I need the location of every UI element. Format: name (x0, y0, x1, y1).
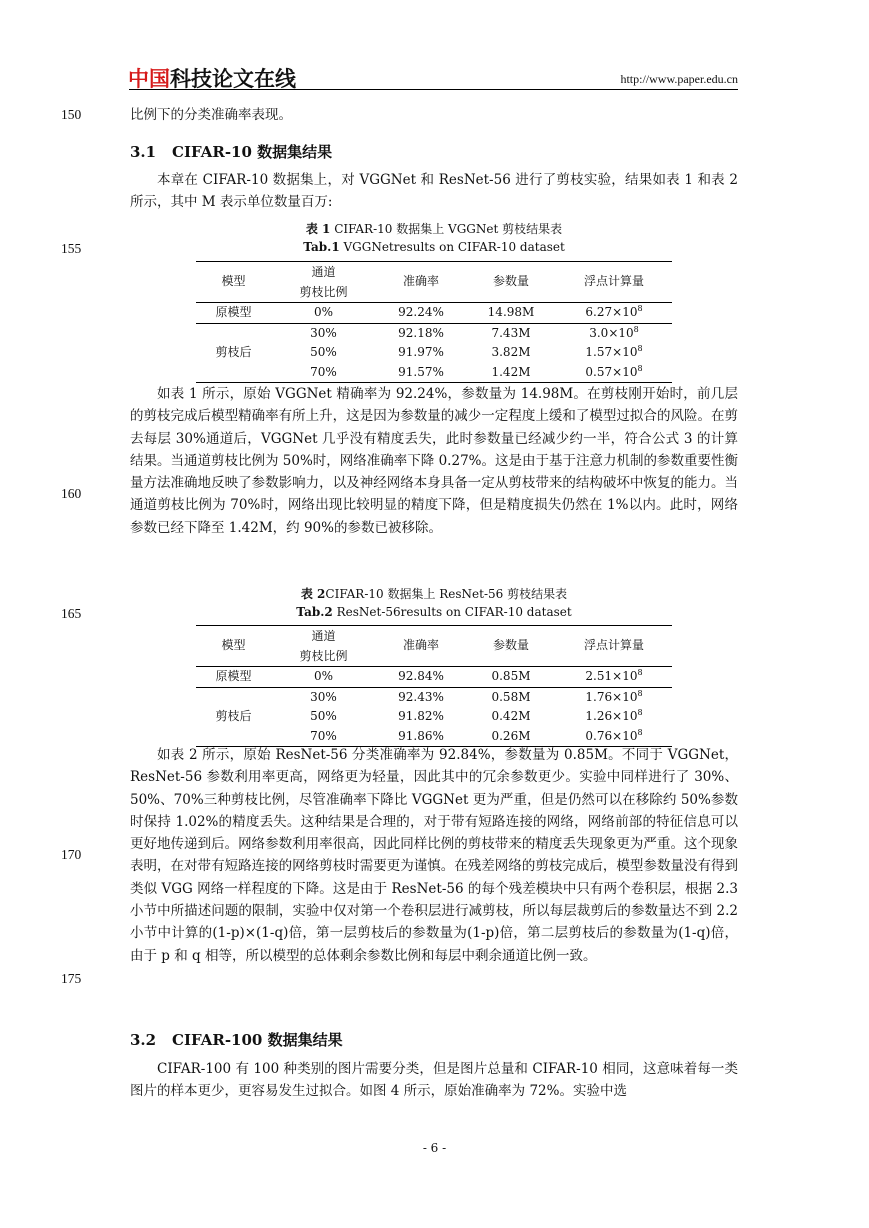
intro-text: 比例下的分类准确率表现。 (130, 107, 292, 123)
flops-base: 0.57×10 (585, 364, 638, 379)
table-cell: 30% (310, 689, 337, 704)
table1-header-params: 参数量 (466, 262, 556, 303)
flops-exp: 8 (637, 688, 643, 698)
table-row (196, 323, 672, 343)
line-number-150: 150 (61, 107, 82, 122)
flops-exp: 8 (637, 304, 643, 313)
flops-exp: 8 (637, 668, 643, 677)
header-rule (129, 89, 738, 90)
table1-header-acc: 准确率 (376, 262, 466, 303)
flops-exp: 8 (637, 727, 643, 737)
table-cell: 0.42M (491, 709, 531, 723)
flops-exp: 8 (637, 363, 643, 373)
table-row (196, 667, 672, 688)
logo-black-text: 科技论文在线 (170, 67, 296, 91)
flops-base: 3.0×10 (589, 325, 634, 340)
table1-header-channel-l1: 通道 (311, 265, 336, 279)
table-cell: 3.82M (491, 345, 531, 359)
table-cell: 0% (271, 303, 376, 324)
table-cell: 0.26M (466, 727, 556, 747)
table-cell (556, 687, 672, 707)
line-number-155: 155 (61, 241, 82, 256)
table-row (196, 687, 672, 707)
header-url[interactable]: http://www.paper.edu.cn (620, 72, 738, 86)
table2-header-flops: 浮点计算量 (556, 626, 672, 667)
table-cell (556, 343, 672, 363)
section-heading-3-1 (130, 141, 332, 162)
flops-base: 1.26×10 (585, 709, 638, 723)
table2-orig-label: 原模型 (196, 667, 271, 688)
table2-header-channel (271, 626, 376, 667)
flops-base: 1.76×10 (585, 689, 638, 704)
table1-header-model: 模型 (196, 262, 271, 303)
table2-header-model: 模型 (196, 626, 271, 667)
paragraph-1: 本章在 CIFAR-10 数据集上，对 VGGNet 和 ResNet-56 进行了剪枝实验，结果如表 1 和表 2 所示，其中 M 表示单位数量百万: (130, 172, 738, 211)
table-row (196, 303, 672, 324)
paragraph-2: 如表 1 所示，原始 VGGNet 精确率为 92.24%，参数量为 14.98M。在剪枝刚开始时，前几层的剪枝完成后模型精确率有所上升，这是因为参数量的减少一定程度上缓和了模型过拟合的风险。在剪去每层 30%通道后，VGGNet 几乎没有精度丢失，此时参数量已经减少约一半，符合公式 3 的计算结果。当通道剪枝比例为 50%时，网络准确率下降 0.27%。这是由于基于注意力机制的参数重要性衡量方法准确地反映了参数影响力，以及神经网络本身具备一定从剪枝带来的结构破坏中恢复的能力。当通道剪枝比例为 70%时，网络出现比较明显的精度下降，但是精度损失仍然在 1%以内。此时，网络参数已经下降至 1.42M，约 90%的参数已被移除。 (130, 386, 738, 536)
flops-exp: 8 (637, 708, 643, 717)
table1-header-flops: 浮点计算量 (556, 262, 672, 303)
table-cell (556, 303, 672, 324)
table2-header-channel-l2: 剪枝比例 (299, 649, 348, 663)
table-cell: 91.86% (376, 727, 466, 747)
paragraph-4: CIFAR-100 有 100 种类别的图片需要分类，但是图片总量和 CIFAR-10 相同，这意味着每一类图片的样本更少，更容易发生过拟合。如图 4 所示，原始准确率为 72%。实验中选 (130, 1061, 738, 1100)
table-cell: 70% (271, 363, 376, 383)
line-number-175: 175 (61, 971, 82, 986)
table2-title-cn: CIFAR-10 数据集上 ResNet-56 剪枝结果表 (325, 587, 568, 601)
table-cell: 91.97% (398, 345, 444, 359)
table2-header-acc: 准确率 (376, 626, 466, 667)
table2-label-en: Tab.2 (296, 605, 333, 619)
table-cell (556, 707, 672, 727)
table-cell: 1.42M (466, 363, 556, 383)
table2-caption-cn (130, 585, 738, 602)
table1-header-channel-l2: 剪枝比例 (299, 285, 348, 299)
table1-caption-en (130, 240, 738, 254)
flops-base: 0.76×10 (585, 728, 638, 743)
table1-header-row (196, 262, 672, 303)
table2-header-params: 参数量 (466, 626, 556, 667)
section-heading-3-2 (130, 1029, 343, 1050)
table-cell: 91.82% (398, 709, 444, 723)
flops-base: 6.27×10 (585, 305, 638, 319)
flops-base: 2.51×10 (585, 669, 638, 683)
table1-label-en: Tab.1 (303, 240, 340, 254)
table1-title-en: VGGNetresults on CIFAR-10 dataset (339, 240, 565, 254)
line-number-160: 160 (61, 486, 82, 501)
table-cell (556, 323, 672, 343)
line-number-170: 170 (61, 847, 82, 862)
table-cell: 50% (310, 709, 337, 723)
section-number: 3.2 (130, 1031, 157, 1049)
flops-exp: 8 (633, 324, 639, 334)
line-number-165: 165 (61, 606, 82, 621)
table-cell: 92.43% (398, 689, 444, 704)
table2-header-row (196, 626, 672, 667)
table-cell: 50% (310, 345, 337, 359)
table2-pruned-label: 剪枝后 (196, 687, 271, 747)
table2-label-cn: 表 2 (300, 587, 326, 601)
page-number: - 6 - (422, 1141, 447, 1155)
table-cell (556, 667, 672, 688)
section-number: 3.1 (130, 143, 157, 161)
table1-title-cn: CIFAR-10 数据集上 VGGNet 剪枝结果表 (330, 222, 563, 236)
table2 (196, 625, 672, 747)
table1-caption-cn (130, 220, 738, 237)
table1-orig-label: 原模型 (196, 303, 271, 324)
table-cell: 0.58M (491, 689, 531, 704)
logo-red-text: 中国 (128, 67, 170, 91)
table-cell: 0.85M (466, 667, 556, 688)
table1-label-cn: 表 1 (305, 222, 331, 236)
table-cell: 70% (271, 727, 376, 747)
table1-header-channel (271, 262, 376, 303)
section-title: CIFAR-100 数据集结果 (172, 1031, 343, 1049)
table1-pruned-label: 剪枝后 (196, 323, 271, 383)
table2-header-channel-l1: 通道 (311, 629, 336, 643)
table-cell: 91.57% (376, 363, 466, 383)
table2-title-en: ResNet-56results on CIFAR-10 dataset (332, 605, 572, 619)
table-cell: 92.84% (376, 667, 466, 688)
table-cell: 92.18% (398, 325, 444, 340)
table-cell (556, 363, 672, 383)
table-cell: 7.43M (491, 325, 531, 340)
flops-exp: 8 (637, 344, 643, 353)
table-cell: 92.24% (376, 303, 466, 324)
paragraph-3: 如表 2 所示，原始 ResNet-56 分类准确率为 92.84%，参数量为 0.85M。不同于 VGGNet，ResNet-56 参数利用率更高，网络更为轻量，因此其中的冗余参数更少。实验中同样进行了 30%、50%、70%三种剪枝比例，尽管准确率下降比 VGGNet 更为严重，但是仍然可以在移除约 50%参数时保持 1.02%的精度丢失。这种结果是合理的，对于带有短路连接的网络，网络前部的特征信息可以更好地传递到后。网络参数利用率很高，因此同样比例的剪枝带来的精度丢失现象更为严重。这个现象表明，在对带有短路连接的网络剪枝时需要更为谨慎。在残差网络的剪枝完成后，模型参数量没有得到类似 VGG 网络一样程度的下降。这是由于 ResNet-56 的每个残差模块中只有两个卷积层，根据 2.3 小节中所描述问题的限制，实验中仅对第一个卷积层进行减剪枝，所以每层裁剪后的参数量达不到 2.2 小节中计算的(1-p)×(1-q)倍，第一层剪枝后的参数量为(1-p)倍，第二层剪枝后的参数量为(1-q)倍，由于 p 和 q 相等，所以模型的总体剩余参数比例和每层中剩余通道比例一致。 (130, 747, 738, 964)
flops-base: 1.57×10 (585, 345, 638, 359)
table-cell: 14.98M (466, 303, 556, 324)
section-title: CIFAR-10 数据集结果 (172, 143, 333, 161)
table-cell: 0% (271, 667, 376, 688)
table-cell: 30% (310, 325, 337, 340)
table1 (196, 261, 672, 383)
table2-caption-en (130, 605, 738, 619)
